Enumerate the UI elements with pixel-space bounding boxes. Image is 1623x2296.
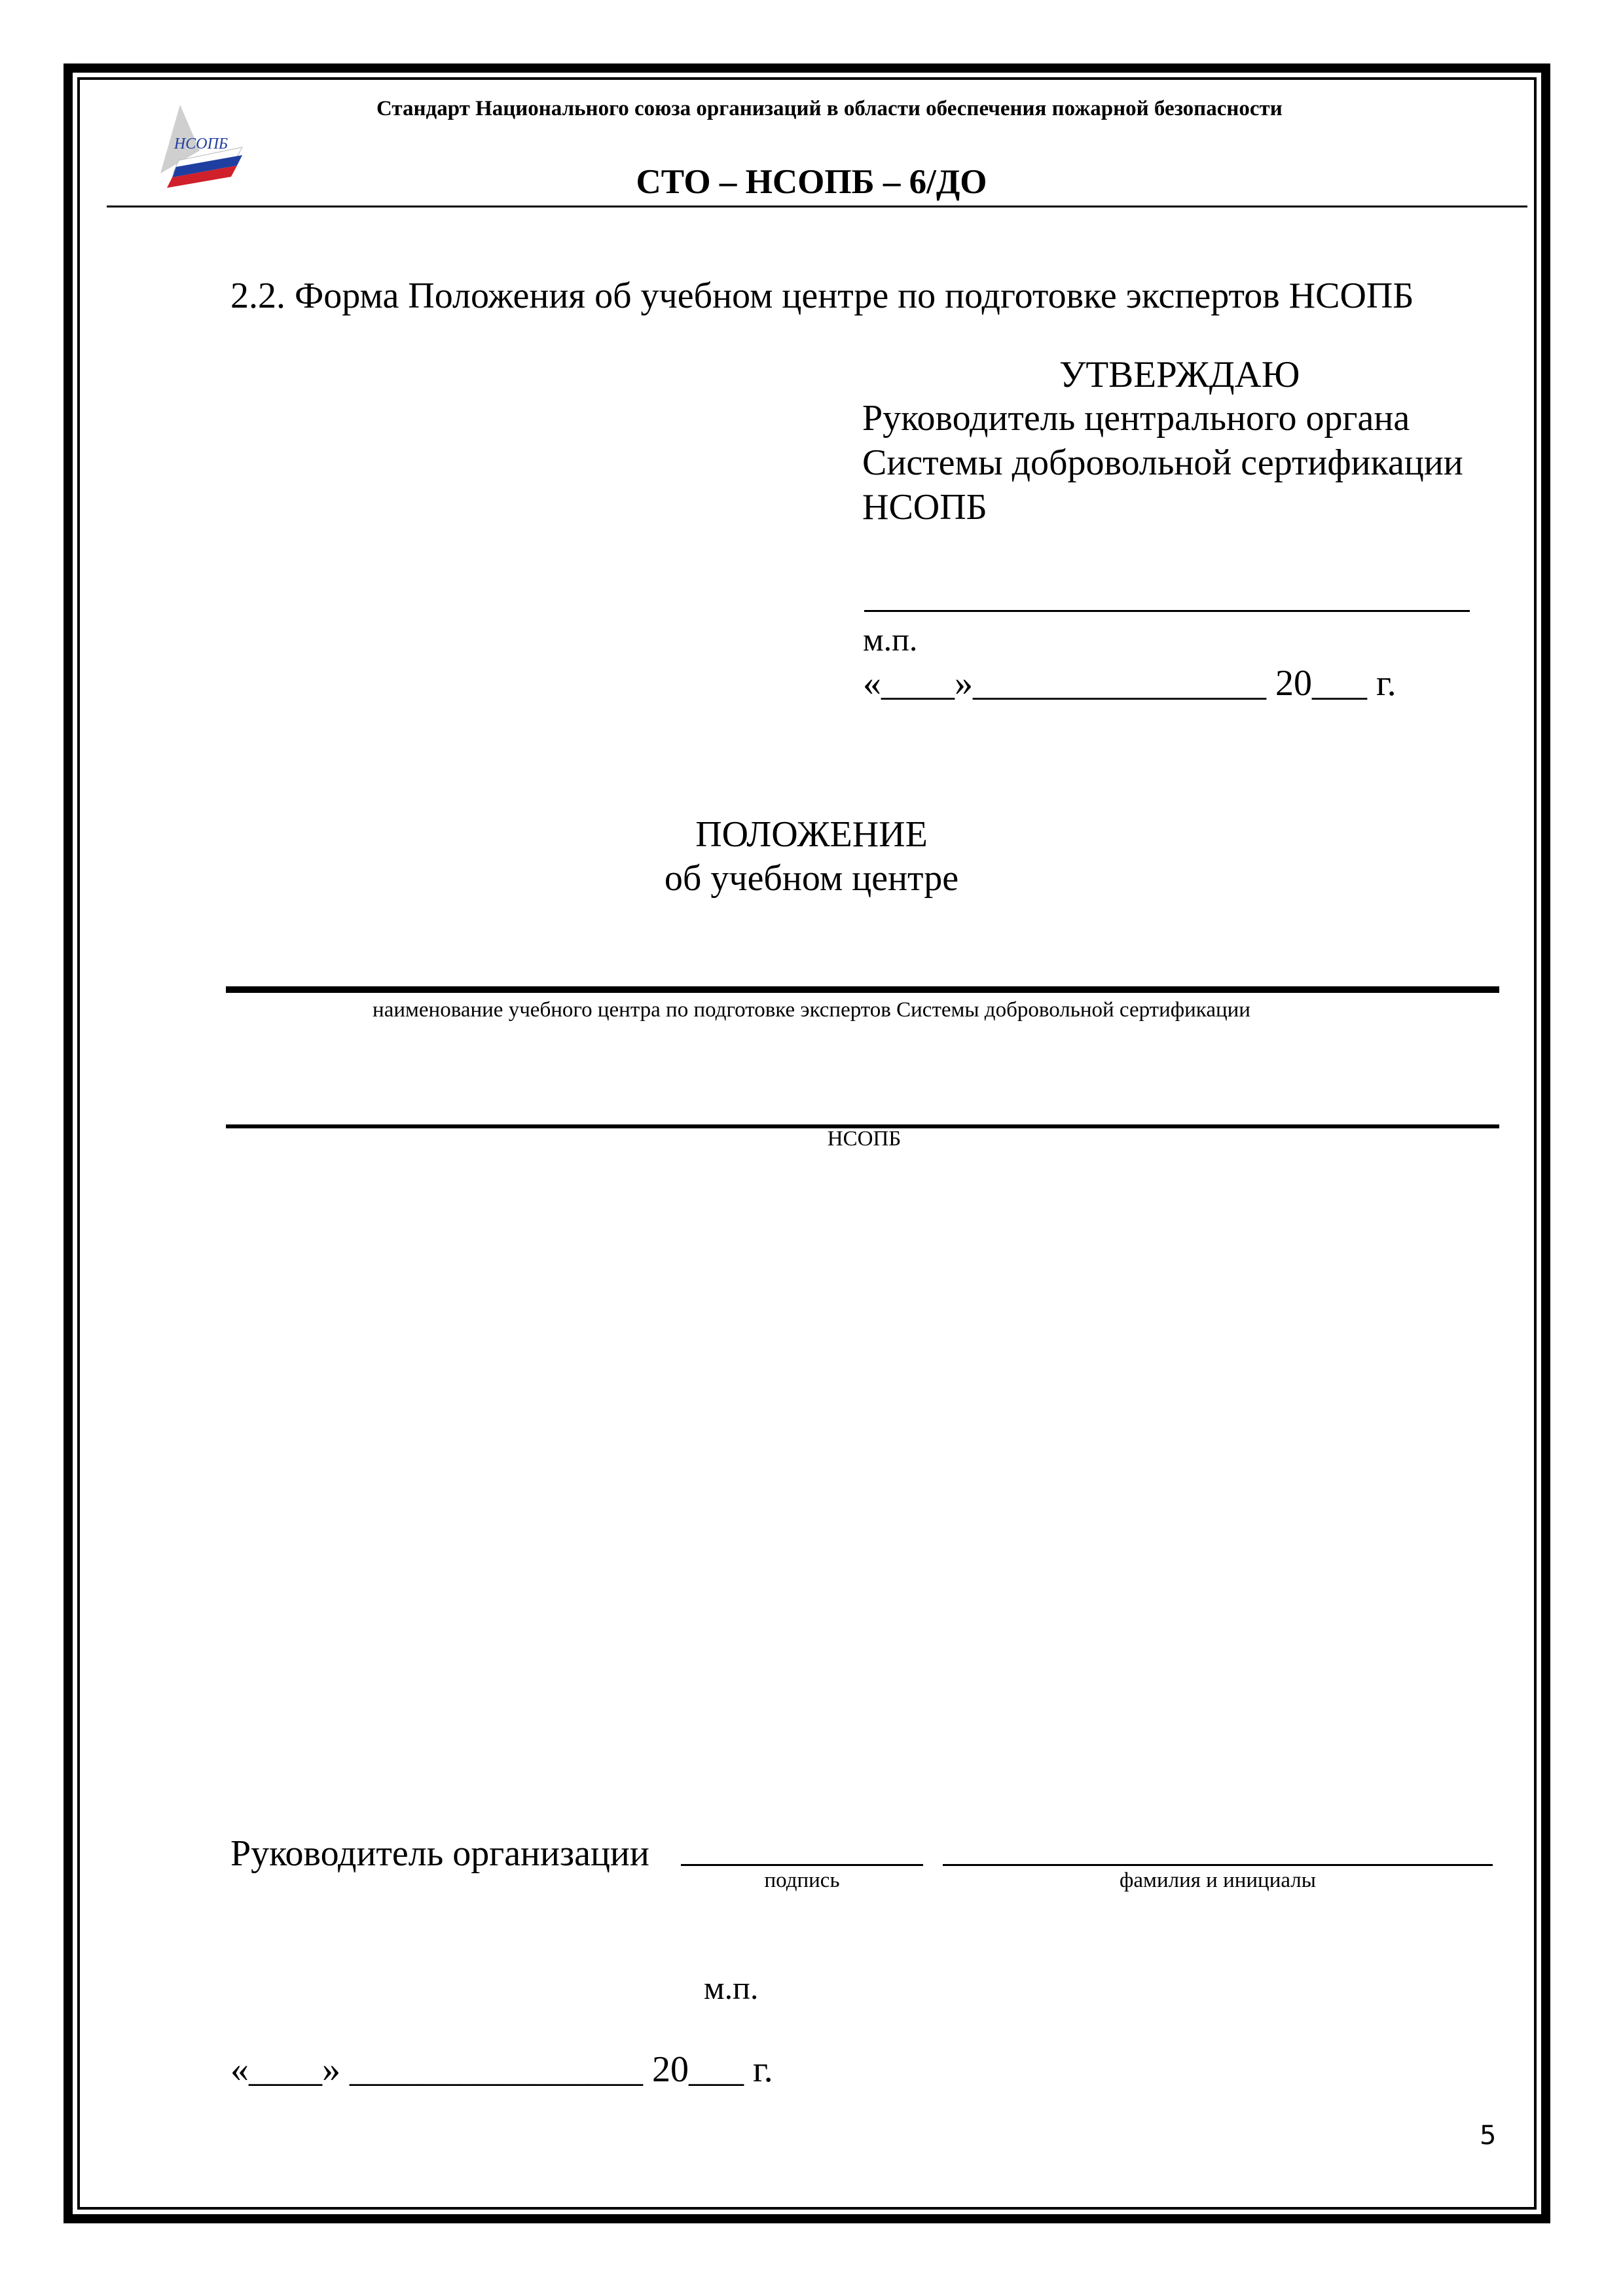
approver-signature-line[interactable] [864, 610, 1470, 612]
header-organization: Стандарт Национального союза организаций в области обеспечения пожарной безопасности [376, 97, 1283, 120]
center-name-line-1[interactable] [226, 986, 1499, 993]
approve-heading: УТВЕРЖДАЮ [1059, 354, 1300, 395]
document-subtitle: об учебном центре [664, 858, 959, 899]
head-of-organization-label: Руководитель организации [230, 1833, 649, 1874]
section-title: 2.2. Форма Положения об учебном центре по подготовке экспертов НСОПБ [230, 276, 1414, 316]
logo-text: НСОПБ [173, 135, 228, 152]
approver-stamp-label: м.п. [863, 621, 918, 658]
signature-line[interactable] [681, 1864, 923, 1866]
approver-role: Руководитель центрального органа Системы добровольной сертификации НСОПБ [862, 398, 1463, 528]
center-name-caption: наименование учебного центра по подготовке экспертов Системы добровольной сертификации [373, 998, 1250, 1022]
center-name-caption-2: НСОПБ [827, 1127, 902, 1151]
signature-date-line[interactable]: «____» ________________ 20___ г. [230, 2049, 773, 2090]
full-name-caption: фамилия и инициалы [1120, 1869, 1316, 1892]
document-code: СТО – НСОПБ – 6/ДО [636, 163, 987, 201]
organization-stamp-label: м.п. [704, 1969, 759, 2006]
page-number: 5 [1480, 2121, 1497, 2151]
full-name-line[interactable] [943, 1864, 1493, 1866]
signature-caption: подпись [764, 1869, 840, 1892]
header-divider [107, 206, 1527, 207]
document-title: ПОЛОЖЕНИЕ [695, 814, 928, 855]
approval-date-line[interactable]: «____»________________ 20___ г. [863, 663, 1396, 704]
